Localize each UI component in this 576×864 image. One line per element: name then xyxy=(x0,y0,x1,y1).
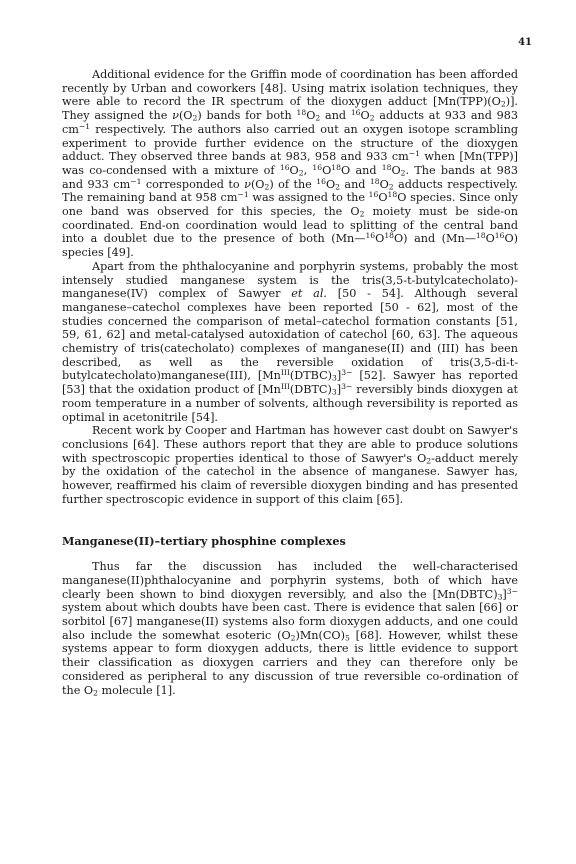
section-heading: Manganese(II)–tertiary phosphine complexes xyxy=(62,533,346,548)
body-text xyxy=(62,68,518,697)
paragraph-cooper-hartman: Recent work by Cooper and Hartman has however cast doubt on Sawyer's conclusions [64]. These authors report that they are able to produce solutions with spectroscopic properties identical to those of Sawyer's $O_2$-adduct merely by the oxidation of the catechol in the absence of manganese. Sawyer has, however, reaffirmed his claim of reversible dioxygen binding and has presented further spectroscopic evidence in support of this claim [65]. xyxy=(62,424,518,506)
page-number: 41 xyxy=(518,37,532,48)
paragraph-griffin-evidence: Additional evidence for the Griffin mode of coordination has been afforded recently by Urban and coworkers [48]. Using matrix isolation techniques, they were able to record the IR spectrum of the dioxygen adduct $[Mn(TPP)(O_2)]$. They assigned the $\nu(O_2)$ bands for both $^{18}O_2$ and $^{16}O_2$ adducts at 933 and 983 $cm^{-1}$ respectively. The authors also carried out an oxygen isotope scrambling experiment to provide further evidence on the structure of the dioxygen adduct. They observed three bands at 983, 958 and 933 $cm^{-1}$ when [Mn(TPP)] was co-condensed with a mixture of $^{16}O_2$, $^{16}O^{18}O$ and $^{18}O_2$. The bands at 983 and 933 $cm^{-1}$ corresponded to $\nu(O_2)$ of the $^{16}O_2$ and $^{18}O_2$ adducts respectively. The remaining band at 958 $cm^{-1}$ was assigned to the $^{16}O^{18}O$ species. Since only one band was observed for this species, the $O_2$ moiety must be side-on coordinated. End-on coordination would lead to splitting of the central band into a doublet due to the presence of both $(Mn—^{16}O^{18}O)$ and $(Mn—^{18}O^{16}O)$ species [49]. xyxy=(62,68,518,260)
paragraph-phosphine-discussion: Thus far the discussion has included the well-characterised manganese(II)phthalocyanine and porphyrin systems, both of which have clearly been shown to bind dioxygen reversibly, and also the $[Mn(DBTC)_3]^{3-}$ system about which doubts have been cast. There is evidence that salen [66] or sorbitol [67] manganese(II) systems also form dioxygen adducts, and one could also include the somewhat esoteric $(O_2)Mn(CO)_5$ [68]. However, whilst these systems appear to form dioxygen adducts, there is little evidence to support their classification as dioxygen carriers and they can therefore only be considered as peripheral to any discussion of true reversible co-ordination of the $O_2$ molecule [1]. xyxy=(62,560,518,698)
paragraph-sawyer-complex: Apart from the phthalocyanine and porphyrin systems, probably the most intensely studied manganese system is the tris(3,5-t-butylcatecholato)-manganese(IV) complex of Sawyer et al. [50 - 54]. Although several manganese–catechol complexes have been reported [50 - 62], most of the studies concerned the comparison of metal–catechol formation constants [51, 59, 61, 62] and metal-catalysed autoxidation of catechol [60, 63]. The aqueous chemistry of tris(catecholato) complexes of manganese(II) and (III) has been described, as well as the reversible oxidation of tris(3,5-di-t-butylcatecholato)manganese(III), $[Mn^{III}(DTBC)_3]^{3-}$ [52]. Sawyer has reported [53] that the oxidation product of $[Mn^{III}(DBTC)_3]^{3-}$ reversibly binds dioxygen at room temperature in a number of solvents, although reversibility is reported as optimal in acetonitrile [54]. xyxy=(62,259,519,424)
